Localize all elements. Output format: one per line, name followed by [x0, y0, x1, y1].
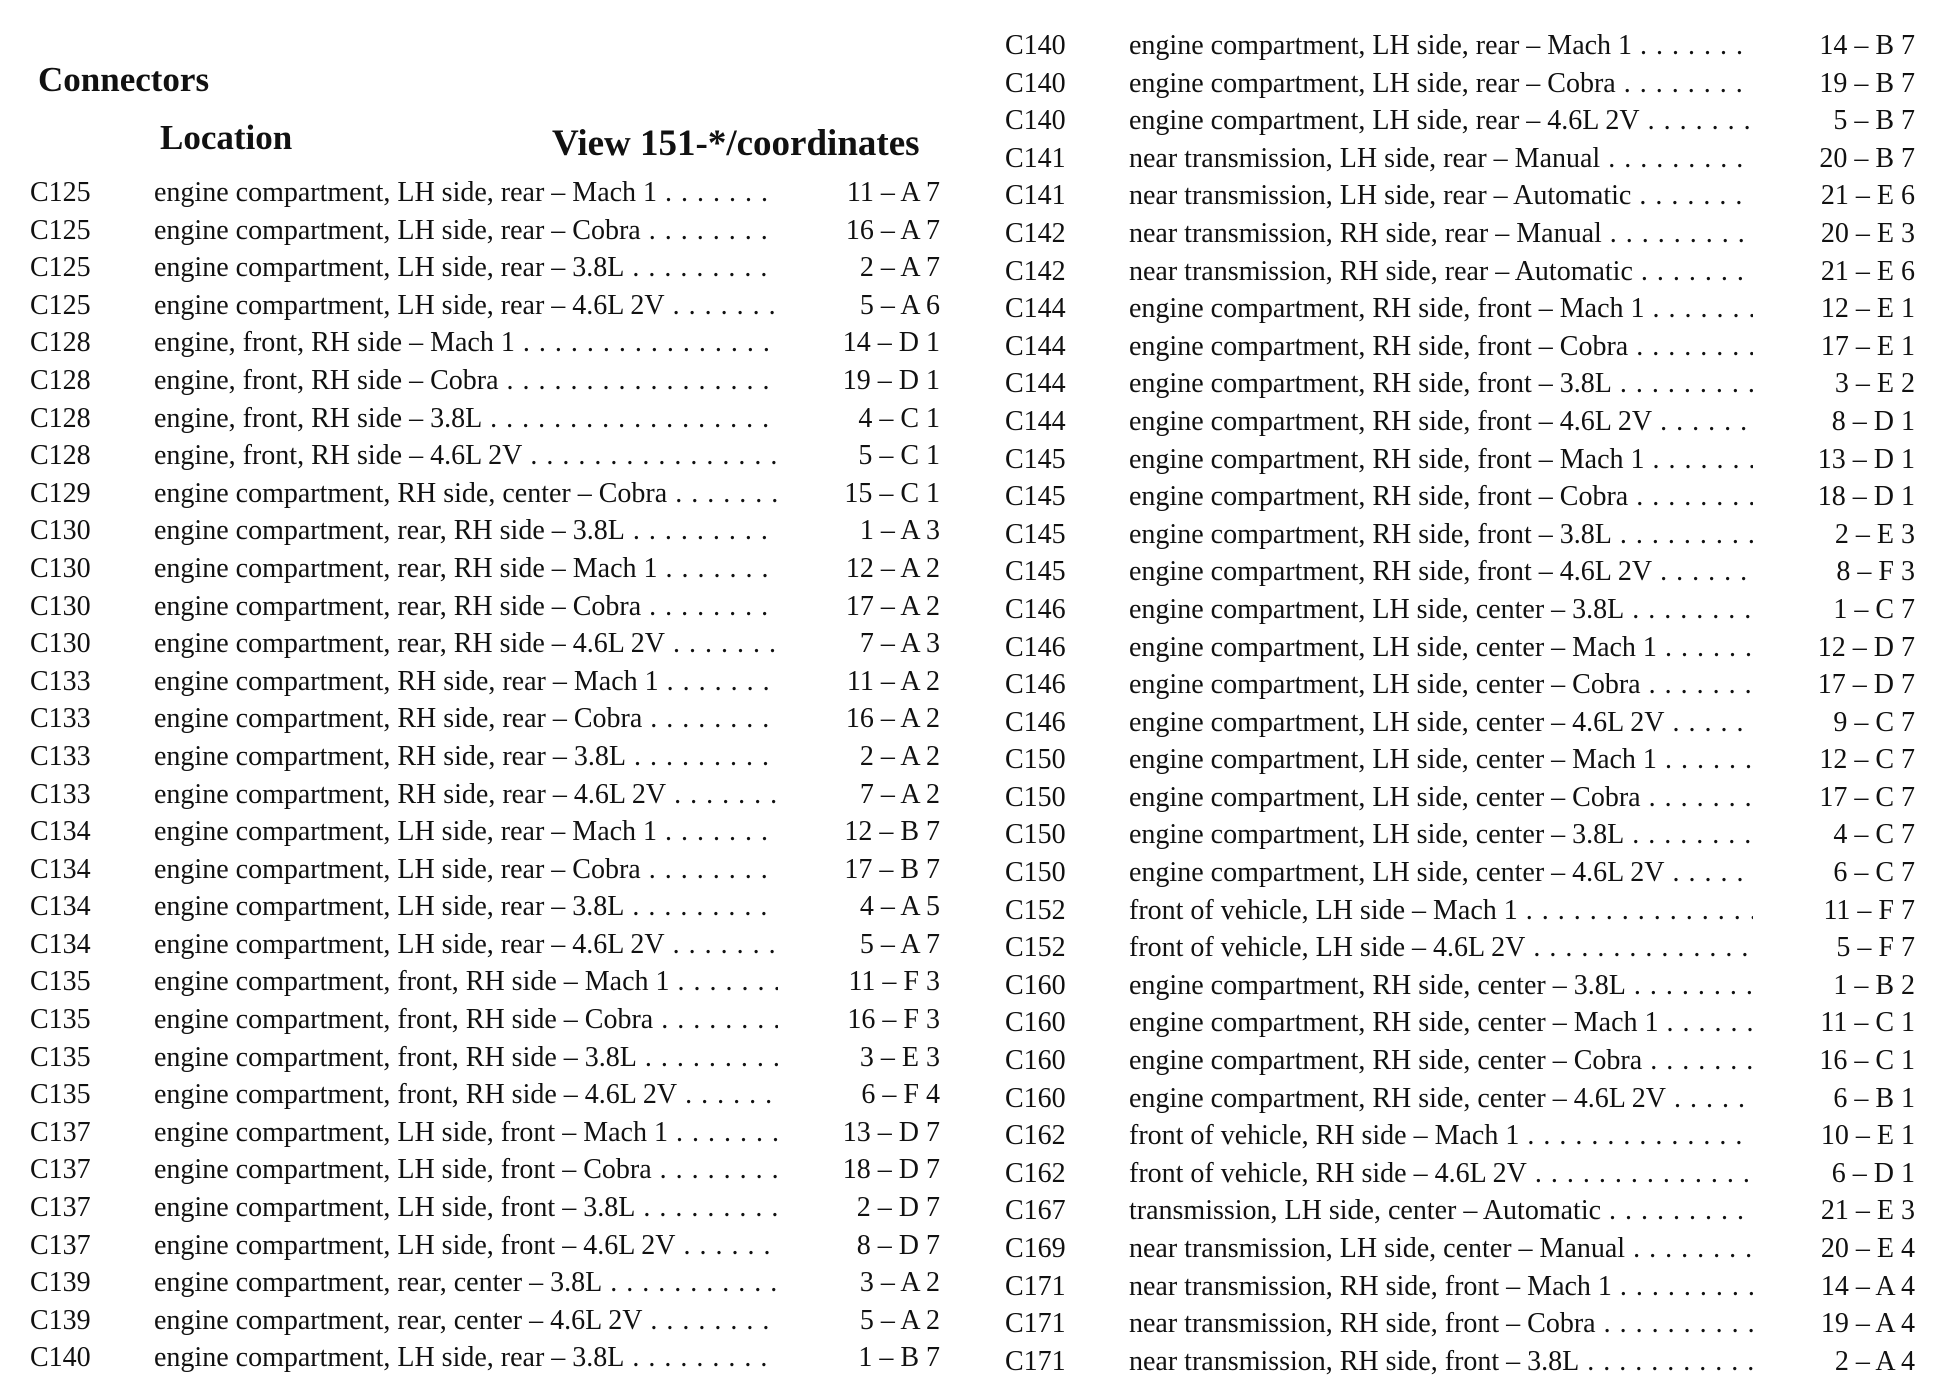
connector-coordinates: 1 – A 3 — [790, 512, 940, 550]
connector-row — [30, 1151, 940, 1189]
connector-location: engine compartment, LH side, rear – Mach 1 . . . — [154, 813, 778, 851]
connector-id: C162 — [1005, 1120, 1066, 1152]
connector-coordinates: 16 – A 2 — [790, 700, 940, 738]
connector-row — [1005, 140, 1915, 178]
connector-location: front of vehicle, RH side – 4.6L 2V . . . — [1129, 1155, 1753, 1193]
connector-row — [1005, 1230, 1915, 1268]
connector-coordinates: 10 – E 1 — [1765, 1117, 1915, 1155]
connector-coordinates: 3 – A 2 — [790, 1264, 940, 1302]
connector-row — [1005, 1004, 1915, 1042]
connector-row — [1005, 328, 1915, 366]
connector-row — [1005, 290, 1915, 328]
connector-row — [1005, 591, 1915, 629]
connector-coordinates: 2 – A 2 — [790, 738, 940, 776]
connector-location: engine compartment, RH side, center – 4.6L 2V . . . — [1129, 1080, 1753, 1118]
connector-location: engine compartment, RH side, front – Mach 1 . . . — [1129, 290, 1753, 328]
connector-id: C134 — [30, 816, 91, 848]
connector-coordinates: 12 – D 7 — [1765, 629, 1915, 667]
connector-row — [1005, 253, 1915, 291]
connector-row — [30, 663, 940, 701]
connector-row — [1005, 704, 1915, 742]
connector-id: C128 — [30, 364, 91, 396]
connector-location: engine compartment, front, RH side – 3.8L . . . — [154, 1039, 778, 1077]
page-title: Connectors — [38, 60, 210, 99]
connector-id: C144 — [1005, 405, 1066, 437]
connector-row — [1005, 27, 1915, 65]
connector-id: C134 — [30, 891, 91, 923]
connector-row — [1005, 365, 1915, 403]
connector-id: C144 — [1005, 330, 1066, 362]
connector-row — [1005, 553, 1915, 591]
connector-row — [30, 888, 940, 926]
connector-location: near transmission, LH side, center – Manual . . . — [1129, 1230, 1753, 1268]
connector-id: C137 — [30, 1192, 91, 1224]
connector-location: engine compartment, LH side, center – 3.8L . . . — [1129, 591, 1753, 629]
connector-id: C135 — [30, 1079, 91, 1111]
connector-row — [30, 813, 940, 851]
connector-id: C160 — [1005, 1007, 1066, 1039]
connector-id: C140 — [1005, 30, 1066, 61]
connector-coordinates: 17 – E 1 — [1765, 328, 1915, 366]
connector-location: engine compartment, RH side, rear – Cobra . . . — [154, 700, 778, 738]
connector-location: engine compartment, LH side, center – Cobra . . . — [1129, 666, 1753, 704]
connector-row — [30, 287, 940, 325]
connector-id: C134 — [30, 928, 91, 960]
connector-row — [30, 1039, 940, 1077]
connector-id: C145 — [1005, 481, 1066, 513]
connector-location: engine compartment, RH side, center – Mach 1 . . . — [1129, 1004, 1753, 1042]
connector-row — [1005, 441, 1915, 479]
connector-id: C144 — [1005, 368, 1066, 400]
connector-location: engine compartment, LH side, front – 4.6L 2V . . . — [154, 1227, 778, 1265]
connector-row — [30, 1339, 940, 1377]
connector-row — [1005, 854, 1915, 892]
connector-row — [1005, 741, 1915, 779]
connector-row — [30, 700, 940, 738]
connector-id: C140 — [1005, 105, 1066, 137]
connector-row — [30, 963, 940, 1001]
connector-location: engine compartment, LH side, front – Mach 1 . . . — [154, 1114, 778, 1152]
connector-row — [30, 212, 940, 250]
connector-coordinates: 12 – C 7 — [1765, 741, 1915, 779]
connector-row — [1005, 1080, 1915, 1118]
connector-location: engine compartment, rear, center – 3.8L . . . — [154, 1264, 778, 1302]
connector-location: near transmission, RH side, front – 3.8L . . . — [1129, 1343, 1753, 1381]
connector-id: C133 — [30, 778, 91, 810]
connector-coordinates: 5 – A 6 — [790, 287, 940, 325]
connector-location: transmission, LH side, center – Automatic . . . — [1129, 1192, 1753, 1230]
connector-row — [30, 588, 940, 626]
connector-location: engine compartment, front, RH side – 4.6L 2V . . . — [154, 1076, 778, 1114]
connector-row — [30, 926, 940, 964]
connector-location: engine compartment, RH side, rear – 3.8L . . . — [154, 738, 778, 776]
connector-location: engine compartment, LH side, rear – Cobra . . . — [154, 851, 778, 889]
connector-coordinates: 6 – C 7 — [1765, 854, 1915, 892]
connector-coordinates: 1 – B 2 — [1765, 967, 1915, 1005]
connector-id: C146 — [1005, 593, 1066, 625]
connector-location: engine, front, RH side – Mach 1 . . . — [154, 324, 778, 362]
connector-coordinates: 5 – A 7 — [790, 926, 940, 964]
connector-row — [30, 1227, 940, 1265]
connector-location: engine compartment, LH side, center – Cobra . . . — [1129, 779, 1753, 817]
connector-coordinates: 4 – C 7 — [1765, 816, 1915, 854]
connector-row — [1005, 1305, 1915, 1343]
connector-id: C146 — [1005, 706, 1066, 738]
connector-row — [1005, 403, 1915, 441]
connector-id: C146 — [1005, 631, 1066, 663]
connector-location: engine compartment, LH side, rear – Cobra . . . — [154, 212, 778, 250]
connector-row — [30, 1264, 940, 1302]
connector-row — [1005, 1155, 1915, 1193]
connector-id: C134 — [30, 853, 91, 885]
connector-row — [1005, 967, 1915, 1005]
connector-coordinates: 2 – D 7 — [790, 1189, 940, 1227]
connector-coordinates: 21 – E 6 — [1765, 253, 1915, 291]
connector-id: C125 — [30, 289, 91, 321]
connector-coordinates: 11 – A 7 — [790, 174, 940, 212]
connector-id: C142 — [1005, 217, 1066, 249]
connector-id: C145 — [1005, 556, 1066, 588]
connector-location: engine compartment, front, RH side – Mach 1 . . . — [154, 963, 778, 1001]
connector-row — [1005, 215, 1915, 253]
connector-row — [1005, 779, 1915, 817]
connector-coordinates: 17 – B 7 — [790, 851, 940, 889]
connector-location: engine compartment, LH side, rear – 4.6L 2V . . . — [1129, 102, 1753, 140]
connector-id: C130 — [30, 628, 91, 660]
connector-coordinates: 18 – D 1 — [1765, 478, 1915, 516]
connector-coordinates: 1 – C 7 — [1765, 591, 1915, 629]
connector-row — [30, 1076, 940, 1114]
connector-id: C130 — [30, 590, 91, 622]
connector-location: engine compartment, LH side, rear – 3.8L . . . — [154, 888, 778, 926]
connector-id: C135 — [30, 966, 91, 998]
connector-row — [30, 851, 940, 889]
connector-row — [1005, 1117, 1915, 1155]
connector-coordinates: 15 – C 1 — [790, 475, 940, 513]
connector-location: engine compartment, front, RH side – Cobra . . . — [154, 1001, 778, 1039]
connector-coordinates: 14 – B 7 — [1765, 27, 1915, 65]
connector-location: engine compartment, RH side, center – Cobra . . . — [154, 475, 778, 513]
connector-row — [30, 1001, 940, 1039]
connector-coordinates: 14 – A 4 — [1765, 1268, 1915, 1306]
connector-row — [30, 625, 940, 663]
connector-row — [1005, 1192, 1915, 1230]
connector-coordinates: 6 – B 1 — [1765, 1080, 1915, 1118]
connector-location: front of vehicle, LH side – 4.6L 2V . . . — [1129, 929, 1753, 967]
connector-row — [1005, 516, 1915, 554]
connector-row — [1005, 929, 1915, 967]
connector-id: C130 — [30, 515, 91, 547]
connector-location: engine compartment, LH side, rear – Cobra . . . — [1129, 65, 1753, 103]
connector-location: engine compartment, LH side, center – 3.8L . . . — [1129, 816, 1753, 854]
connector-id: C125 — [30, 177, 91, 208]
connector-location: engine compartment, RH side, front – Mach 1 . . . — [1129, 441, 1753, 479]
connector-coordinates: 12 – E 1 — [1765, 290, 1915, 328]
connector-coordinates: 11 – F 7 — [1765, 892, 1915, 930]
connector-coordinates: 16 – A 7 — [790, 212, 940, 250]
connector-location: engine compartment, RH side, front – 4.6L 2V . . . — [1129, 553, 1753, 591]
connector-location: engine compartment, LH side, front – Cobra . . . — [154, 1151, 778, 1189]
connector-coordinates: 6 – D 1 — [1765, 1155, 1915, 1193]
connector-location: near transmission, LH side, rear – Manual . . . — [1129, 140, 1753, 178]
connector-location: engine compartment, LH side, center – Mach 1 . . . — [1129, 741, 1753, 779]
connector-location: near transmission, RH side, front – Cobra . . . — [1129, 1305, 1753, 1343]
connector-coordinates: 16 – C 1 — [1765, 1042, 1915, 1080]
connector-location: engine compartment, rear, center – 4.6L 2V . . . — [154, 1302, 778, 1340]
connector-row — [1005, 478, 1915, 516]
connector-coordinates: 20 – E 4 — [1765, 1230, 1915, 1268]
connector-location: engine compartment, RH side, center – 3.8L . . . — [1129, 967, 1753, 1005]
connector-location: engine compartment, rear, RH side – Cobra . . . — [154, 588, 778, 626]
connector-row — [1005, 102, 1915, 140]
connector-coordinates: 12 – B 7 — [790, 813, 940, 851]
connector-coordinates: 7 – A 3 — [790, 625, 940, 663]
connector-id: C145 — [1005, 518, 1066, 550]
connector-location: front of vehicle, RH side – Mach 1 . . . — [1129, 1117, 1753, 1155]
connector-coordinates: 8 – F 3 — [1765, 553, 1915, 591]
connector-location: engine compartment, LH side, center – Mach 1 . . . — [1129, 629, 1753, 667]
connector-coordinates: 13 – D 7 — [790, 1114, 940, 1152]
connector-location: engine compartment, LH side, rear – Mach 1 . . . — [154, 174, 778, 212]
connector-id: C129 — [30, 477, 91, 509]
connector-id: C128 — [30, 402, 91, 434]
connector-location: engine, front, RH side – Cobra . . . — [154, 362, 778, 400]
connector-row — [1005, 65, 1915, 103]
connector-id: C142 — [1005, 255, 1066, 287]
connector-location: front of vehicle, LH side – Mach 1 . . . — [1129, 892, 1753, 930]
connector-location: engine, front, RH side – 4.6L 2V . . . — [154, 437, 778, 475]
connector-row — [1005, 629, 1915, 667]
connector-row — [1005, 666, 1915, 704]
connector-coordinates: 2 – A 4 — [1765, 1343, 1915, 1381]
connector-coordinates: 5 – C 1 — [790, 437, 940, 475]
connector-location: near transmission, RH side, rear – Automatic . . . — [1129, 253, 1753, 291]
connector-id: C128 — [30, 440, 91, 472]
connector-list-right — [1005, 27, 1915, 1380]
connector-id: C171 — [1005, 1345, 1066, 1377]
connector-id: C137 — [30, 1229, 91, 1261]
connector-location: engine compartment, rear, RH side – 3.8L . . . — [154, 512, 778, 550]
connector-id: C150 — [1005, 819, 1066, 851]
connector-coordinates: 8 – D 1 — [1765, 403, 1915, 441]
connector-location: engine compartment, LH side, rear – Mach 1 . . . — [1129, 27, 1753, 65]
connector-location: engine compartment, LH side, rear – 4.6L 2V . . . — [154, 926, 778, 964]
connector-location: engine compartment, rear, RH side – Mach 1 . . . — [154, 550, 778, 588]
location-column-header: Location — [160, 118, 293, 157]
connector-row — [1005, 1343, 1915, 1381]
connector-row — [1005, 177, 1915, 215]
connector-coordinates: 13 – D 1 — [1765, 441, 1915, 479]
connector-id: C167 — [1005, 1195, 1066, 1227]
connector-coordinates: 20 – B 7 — [1765, 140, 1915, 178]
connector-location: near transmission, RH side, front – Mach 1 . . . — [1129, 1268, 1753, 1306]
connector-id: C150 — [1005, 781, 1066, 813]
connector-coordinates: 9 – C 7 — [1765, 704, 1915, 742]
connector-id: C135 — [30, 1004, 91, 1036]
connector-id: C133 — [30, 740, 91, 772]
connector-id: C145 — [1005, 443, 1066, 475]
connector-id: C152 — [1005, 894, 1066, 926]
connector-id: C144 — [1005, 293, 1066, 325]
connector-coordinates: 17 – D 7 — [1765, 666, 1915, 704]
connector-row — [30, 738, 940, 776]
connector-row — [30, 475, 940, 513]
connector-coordinates: 21 – E 3 — [1765, 1192, 1915, 1230]
connector-row — [1005, 816, 1915, 854]
connector-coordinates: 4 – A 5 — [790, 888, 940, 926]
view-coordinates-column-header: View 151-*/coordinates — [552, 123, 920, 164]
connector-coordinates: 21 – E 6 — [1765, 177, 1915, 215]
connector-id: C171 — [1005, 1270, 1066, 1302]
connector-row — [30, 1114, 940, 1152]
connector-id: C137 — [30, 1154, 91, 1186]
connector-id: C135 — [30, 1041, 91, 1073]
connector-coordinates: 18 – D 7 — [790, 1151, 940, 1189]
connector-coordinates: 2 – E 3 — [1765, 516, 1915, 554]
connector-row — [30, 776, 940, 814]
connector-row — [30, 174, 940, 212]
connector-coordinates: 17 – A 2 — [790, 588, 940, 626]
connector-location: engine compartment, LH side, front – 3.8L . . . — [154, 1189, 778, 1227]
connector-id: C133 — [30, 665, 91, 697]
connector-id: C139 — [30, 1304, 91, 1336]
connector-row — [1005, 1268, 1915, 1306]
connector-location: engine compartment, rear, RH side – 4.6L 2V . . . — [154, 625, 778, 663]
connector-row — [1005, 892, 1915, 930]
connector-id: C150 — [1005, 857, 1066, 889]
connector-location: engine compartment, RH side, center – Cobra . . . — [1129, 1042, 1753, 1080]
connector-row — [30, 437, 940, 475]
connector-location: engine compartment, RH side, front – 3.8L . . . — [1129, 516, 1753, 554]
connector-row — [30, 512, 940, 550]
connector-coordinates: 16 – F 3 — [790, 1001, 940, 1039]
connector-location: engine compartment, RH side, front – Cobra . . . — [1129, 328, 1753, 366]
connector-location: engine compartment, LH side, rear – 3.8L . . . — [154, 249, 778, 287]
connector-coordinates: 11 – C 1 — [1765, 1004, 1915, 1042]
connector-coordinates: 14 – D 1 — [790, 324, 940, 362]
connector-coordinates: 1 – B 7 — [790, 1339, 940, 1377]
connector-coordinates: 6 – F 4 — [790, 1076, 940, 1114]
connector-coordinates: 20 – E 3 — [1765, 215, 1915, 253]
connector-location: engine compartment, RH side, front – Cobra . . . — [1129, 478, 1753, 516]
connector-coordinates: 17 – C 7 — [1765, 779, 1915, 817]
connector-coordinates: 8 – D 7 — [790, 1227, 940, 1265]
connector-location: engine compartment, LH side, rear – 4.6L 2V . . . — [154, 287, 778, 325]
connector-row — [30, 550, 940, 588]
connector-location: engine compartment, RH side, front – 3.8L . . . — [1129, 365, 1753, 403]
connector-coordinates: 12 – A 2 — [790, 550, 940, 588]
connector-id: C140 — [30, 1342, 91, 1374]
connector-location: engine, front, RH side – 3.8L . . . — [154, 400, 778, 438]
connector-row — [30, 324, 940, 362]
connector-id: C141 — [1005, 142, 1066, 174]
connector-location: engine compartment, RH side, rear – Mach 1 . . . — [154, 663, 778, 701]
connector-id: C160 — [1005, 1082, 1066, 1114]
connector-location: engine compartment, RH side, front – 4.6L 2V . . . — [1129, 403, 1753, 441]
connector-id: C162 — [1005, 1157, 1066, 1189]
connector-id: C130 — [30, 552, 91, 584]
connector-id: C141 — [1005, 180, 1066, 212]
connector-location: engine compartment, LH side, rear – 3.8L . . . — [154, 1339, 778, 1377]
connector-id: C160 — [1005, 969, 1066, 1001]
connector-row — [30, 1189, 940, 1227]
connector-row — [30, 249, 940, 287]
connector-coordinates: 3 – E 2 — [1765, 365, 1915, 403]
connector-id: C125 — [30, 214, 91, 246]
connector-id: C152 — [1005, 932, 1066, 964]
connector-coordinates: 5 – B 7 — [1765, 102, 1915, 140]
connector-coordinates: 11 – F 3 — [790, 963, 940, 1001]
connector-coordinates: 4 – C 1 — [790, 400, 940, 438]
connector-coordinates: 19 – A 4 — [1765, 1305, 1915, 1343]
connector-id: C150 — [1005, 744, 1066, 776]
connector-id: C133 — [30, 703, 91, 735]
connector-location: near transmission, LH side, rear – Automatic . . . — [1129, 177, 1753, 215]
connector-id: C169 — [1005, 1233, 1066, 1264]
connector-row — [1005, 1042, 1915, 1080]
connector-coordinates: 19 – D 1 — [790, 362, 940, 400]
connector-id: C125 — [30, 252, 91, 284]
connector-id: C137 — [30, 1116, 91, 1148]
connector-location: engine compartment, LH side, center – 4.6L 2V . . . — [1129, 854, 1753, 892]
connector-id: C128 — [30, 327, 91, 359]
connector-coordinates: 5 – A 2 — [790, 1302, 940, 1340]
connector-location: engine compartment, RH side, rear – 4.6L 2V . . . — [154, 776, 778, 814]
connector-coordinates: 2 – A 7 — [790, 249, 940, 287]
connector-location: near transmission, RH side, rear – Manual . . . — [1129, 215, 1753, 253]
connector-coordinates: 7 – A 2 — [790, 776, 940, 814]
connector-id: C146 — [1005, 669, 1066, 701]
connector-id: C139 — [30, 1267, 91, 1299]
connector-id: C160 — [1005, 1045, 1066, 1077]
connector-coordinates: 3 – E 3 — [790, 1039, 940, 1077]
connector-row — [30, 1302, 940, 1340]
connector-coordinates: 19 – B 7 — [1765, 65, 1915, 103]
connector-location: engine compartment, LH side, center – 4.6L 2V . . . — [1129, 704, 1753, 742]
connector-row — [30, 400, 940, 438]
connector-id: C171 — [1005, 1308, 1066, 1340]
connector-coordinates: 11 – A 2 — [790, 663, 940, 701]
connector-id: C140 — [1005, 67, 1066, 99]
connector-list-left — [30, 174, 940, 1377]
connector-coordinates: 5 – F 7 — [1765, 929, 1915, 967]
connector-row — [30, 362, 940, 400]
